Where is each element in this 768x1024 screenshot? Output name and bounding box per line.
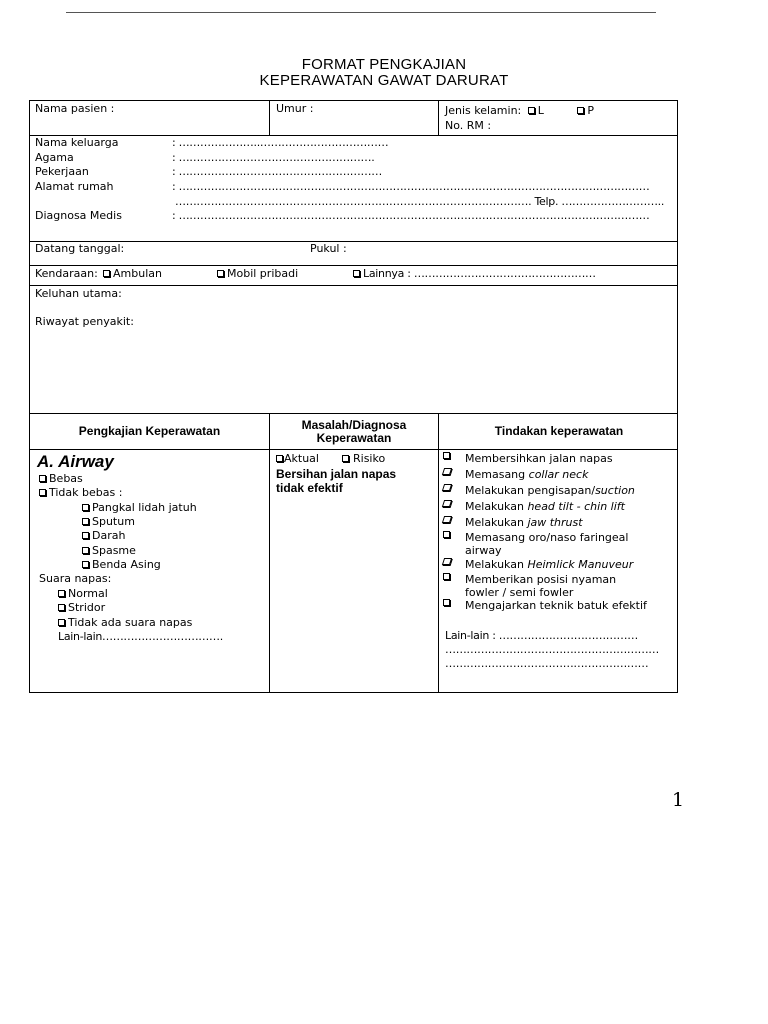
aktual-label: Aktual bbox=[284, 452, 319, 465]
airway-lain-lain[interactable]: Lain-lain……………………………. bbox=[58, 630, 223, 643]
diagnosis-text-line1: Bersihan jalan napas bbox=[276, 467, 397, 481]
risiko-checkbox[interactable] bbox=[342, 455, 349, 462]
action-text: Membersihkan jalan napas bbox=[465, 452, 613, 465]
gender-l-checkbox[interactable] bbox=[528, 107, 535, 114]
diagnosa-medis-label: Diagnosa Medis bbox=[35, 209, 122, 222]
agama-label: Agama bbox=[35, 151, 74, 164]
airway-bebas bbox=[39, 472, 83, 486]
action-text: Memberikan posisi nyaman bbox=[465, 573, 617, 586]
action-label bbox=[465, 599, 647, 612]
sub-item-label: Benda Asing bbox=[92, 558, 161, 571]
sub-item-label: Spasme bbox=[92, 544, 136, 557]
transport-row bbox=[30, 266, 677, 286]
action-checkbox[interactable] bbox=[443, 599, 450, 606]
mobil-checkbox[interactable] bbox=[217, 270, 224, 277]
suara-label: Normal bbox=[68, 587, 108, 600]
sub-item-checkbox[interactable] bbox=[82, 532, 89, 539]
diagnosis-risiko bbox=[342, 452, 385, 466]
complaint-row bbox=[30, 286, 677, 414]
action-text-italic: collar neck bbox=[528, 468, 589, 481]
airway-row bbox=[30, 450, 677, 693]
divider bbox=[438, 101, 439, 135]
action-label bbox=[465, 516, 583, 529]
actions-lain-lain[interactable]: Lain-lain : ………………………………… bbox=[445, 629, 638, 642]
action-checkbox[interactable] bbox=[443, 452, 450, 459]
arrival-row bbox=[30, 242, 677, 266]
action-text: Melakukan bbox=[465, 500, 528, 513]
action-text-line2: fowler / semi fowler bbox=[465, 586, 574, 599]
suara-item bbox=[58, 616, 192, 630]
diagnosis-text-line2: tidak efektif bbox=[276, 481, 343, 495]
header-masalah-line1: Masalah/Diagnosa bbox=[301, 418, 407, 432]
keluhan-utama-label: Keluhan utama: bbox=[35, 287, 122, 300]
mobil-label: Mobil pribadi bbox=[227, 267, 299, 280]
bebas-checkbox[interactable] bbox=[39, 475, 46, 482]
datang-tanggal-label: Datang tanggal: bbox=[35, 242, 125, 255]
action-label bbox=[465, 484, 635, 497]
actions-column bbox=[439, 450, 679, 693]
action-checkbox[interactable] bbox=[443, 573, 450, 580]
transport-lainnya bbox=[353, 267, 596, 281]
sub-item bbox=[82, 544, 136, 558]
nama-pasien-label: Nama pasien : bbox=[35, 102, 115, 115]
action-text-italic: jaw thrust bbox=[527, 516, 583, 529]
sub-item bbox=[82, 501, 197, 515]
suara-label: Stridor bbox=[68, 601, 106, 614]
sub-item-checkbox[interactable] bbox=[82, 518, 89, 525]
action-label bbox=[465, 500, 625, 513]
table-header-row bbox=[30, 414, 677, 450]
agama-field[interactable]: : ………………………………………………. bbox=[172, 151, 375, 164]
suara-checkbox[interactable] bbox=[58, 604, 65, 611]
bebas-label: Bebas bbox=[49, 472, 83, 485]
action-checkbox[interactable] bbox=[442, 516, 452, 523]
sub-item-label: Pangkal lidah jatuh bbox=[92, 501, 197, 514]
divider bbox=[269, 101, 270, 135]
diagnosis-aktual bbox=[276, 452, 319, 466]
action-text-italic: head tilt - chin lift bbox=[527, 500, 625, 513]
nama-keluarga-field[interactable]: : …………………..……………………………… bbox=[172, 136, 389, 149]
sub-item bbox=[82, 558, 161, 572]
action-checkbox[interactable] bbox=[443, 531, 450, 538]
kendaraan-label: Kendaraan: bbox=[35, 267, 98, 280]
sub-item bbox=[82, 529, 125, 543]
tidak-bebas-checkbox[interactable] bbox=[39, 489, 46, 496]
jenis-kelamin-label: Jenis kelamin: bbox=[445, 104, 522, 117]
action-text: Mengajarkan teknik batuk efektif bbox=[465, 599, 647, 612]
ambulan-label: Ambulan bbox=[113, 267, 162, 280]
action-text-italic: suction bbox=[595, 484, 635, 497]
transport-ambulan bbox=[103, 267, 162, 281]
sub-item-label: Sputum bbox=[92, 515, 135, 528]
action-checkbox[interactable] bbox=[442, 484, 452, 491]
tidak-bebas-label: Tidak bebas : bbox=[49, 486, 123, 499]
riwayat-penyakit-label: Riwayat penyakit: bbox=[35, 315, 134, 328]
action-checkbox[interactable] bbox=[442, 558, 452, 565]
action-label bbox=[465, 573, 616, 599]
action-text: Memasang bbox=[465, 468, 529, 481]
action-label bbox=[465, 468, 588, 481]
sub-item bbox=[82, 515, 135, 529]
header-tindakan: Tindakan keperawatan bbox=[494, 424, 624, 438]
header-masalah-line2: Keperawatan bbox=[316, 431, 392, 445]
jenis-kelamin-field bbox=[445, 104, 594, 118]
action-label bbox=[465, 531, 628, 557]
gender-p-label: P bbox=[587, 104, 595, 117]
suara-label: Tidak ada suara napas bbox=[68, 616, 193, 629]
action-text: Melakukan bbox=[465, 558, 528, 571]
umur-label: Umur : bbox=[276, 102, 314, 115]
lainnya-label[interactable]: Lainnya : …………………………………………… bbox=[363, 267, 596, 280]
ambulan-checkbox[interactable] bbox=[103, 270, 110, 277]
alamat-telp-field[interactable]: ………………………………………………………………………………………. Telp. ……………………….. bbox=[175, 195, 665, 208]
form-title-line2: KEPERAWATAN GAWAT DARURAT bbox=[259, 72, 509, 89]
sub-item-checkbox[interactable] bbox=[82, 504, 89, 511]
gender-p-checkbox[interactable] bbox=[577, 107, 584, 114]
assessment-form bbox=[29, 100, 678, 693]
family-row bbox=[30, 136, 677, 242]
airway-heading: A. Airway bbox=[37, 452, 114, 471]
sub-item-checkbox[interactable] bbox=[82, 547, 89, 554]
lainnya-checkbox[interactable] bbox=[353, 270, 360, 277]
diagnosa-medis-field[interactable]: : …………………………………………………………………………………………………………………… bbox=[172, 209, 650, 222]
transport-mobil bbox=[217, 267, 298, 281]
action-text: Melakukan bbox=[465, 516, 528, 529]
alamat-label: Alamat rumah bbox=[35, 180, 114, 193]
page-number: 1 bbox=[672, 789, 685, 811]
action-text: Melakukan pengisapan/ bbox=[465, 484, 596, 497]
action-checkbox[interactable] bbox=[442, 468, 452, 475]
sub-item-checkbox[interactable] bbox=[82, 561, 89, 568]
aktual-checkbox[interactable] bbox=[276, 455, 283, 462]
suara-checkbox[interactable] bbox=[58, 590, 65, 597]
action-label bbox=[465, 558, 633, 571]
sub-item-label: Darah bbox=[92, 529, 126, 542]
header-masalah bbox=[270, 419, 438, 445]
identity-row bbox=[30, 101, 677, 136]
action-text-italic: Heimlick Manuveur bbox=[527, 558, 634, 571]
suara-napas-label: Suara napas: bbox=[39, 572, 112, 585]
alamat-field[interactable]: : …………………………………………………………………………………………………………………… bbox=[172, 180, 650, 193]
pekerjaan-label: Pekerjaan bbox=[35, 165, 89, 178]
suara-item bbox=[58, 587, 108, 601]
form-title-line1: FORMAT PENGKAJIAN bbox=[301, 56, 467, 73]
pekerjaan-field[interactable]: : ………………………………………………… bbox=[172, 165, 382, 178]
suara-checkbox[interactable] bbox=[58, 619, 65, 626]
gender-l-label: L bbox=[537, 104, 544, 117]
header-pengkajian: Pengkajian Keperawatan bbox=[78, 424, 221, 438]
actions-lain-dots3[interactable]: ………………………………………………… bbox=[445, 657, 649, 670]
divider bbox=[269, 450, 270, 693]
airway-tidak-bebas bbox=[39, 486, 122, 500]
no-rm-label: No. RM : bbox=[445, 119, 492, 132]
risiko-label: Risiko bbox=[353, 452, 386, 465]
top-rule bbox=[66, 12, 656, 13]
action-text-line2: airway bbox=[465, 544, 502, 557]
suara-item bbox=[58, 601, 105, 615]
actions-lain-dots2[interactable]: …………………………………………………… bbox=[445, 643, 660, 656]
action-text: Memasang oro/naso faringeal bbox=[465, 531, 629, 544]
action-checkbox[interactable] bbox=[442, 500, 452, 507]
nama-keluarga-label: Nama keluarga bbox=[35, 136, 119, 149]
pukul-label: Pukul : bbox=[310, 242, 347, 255]
action-label bbox=[465, 452, 613, 465]
